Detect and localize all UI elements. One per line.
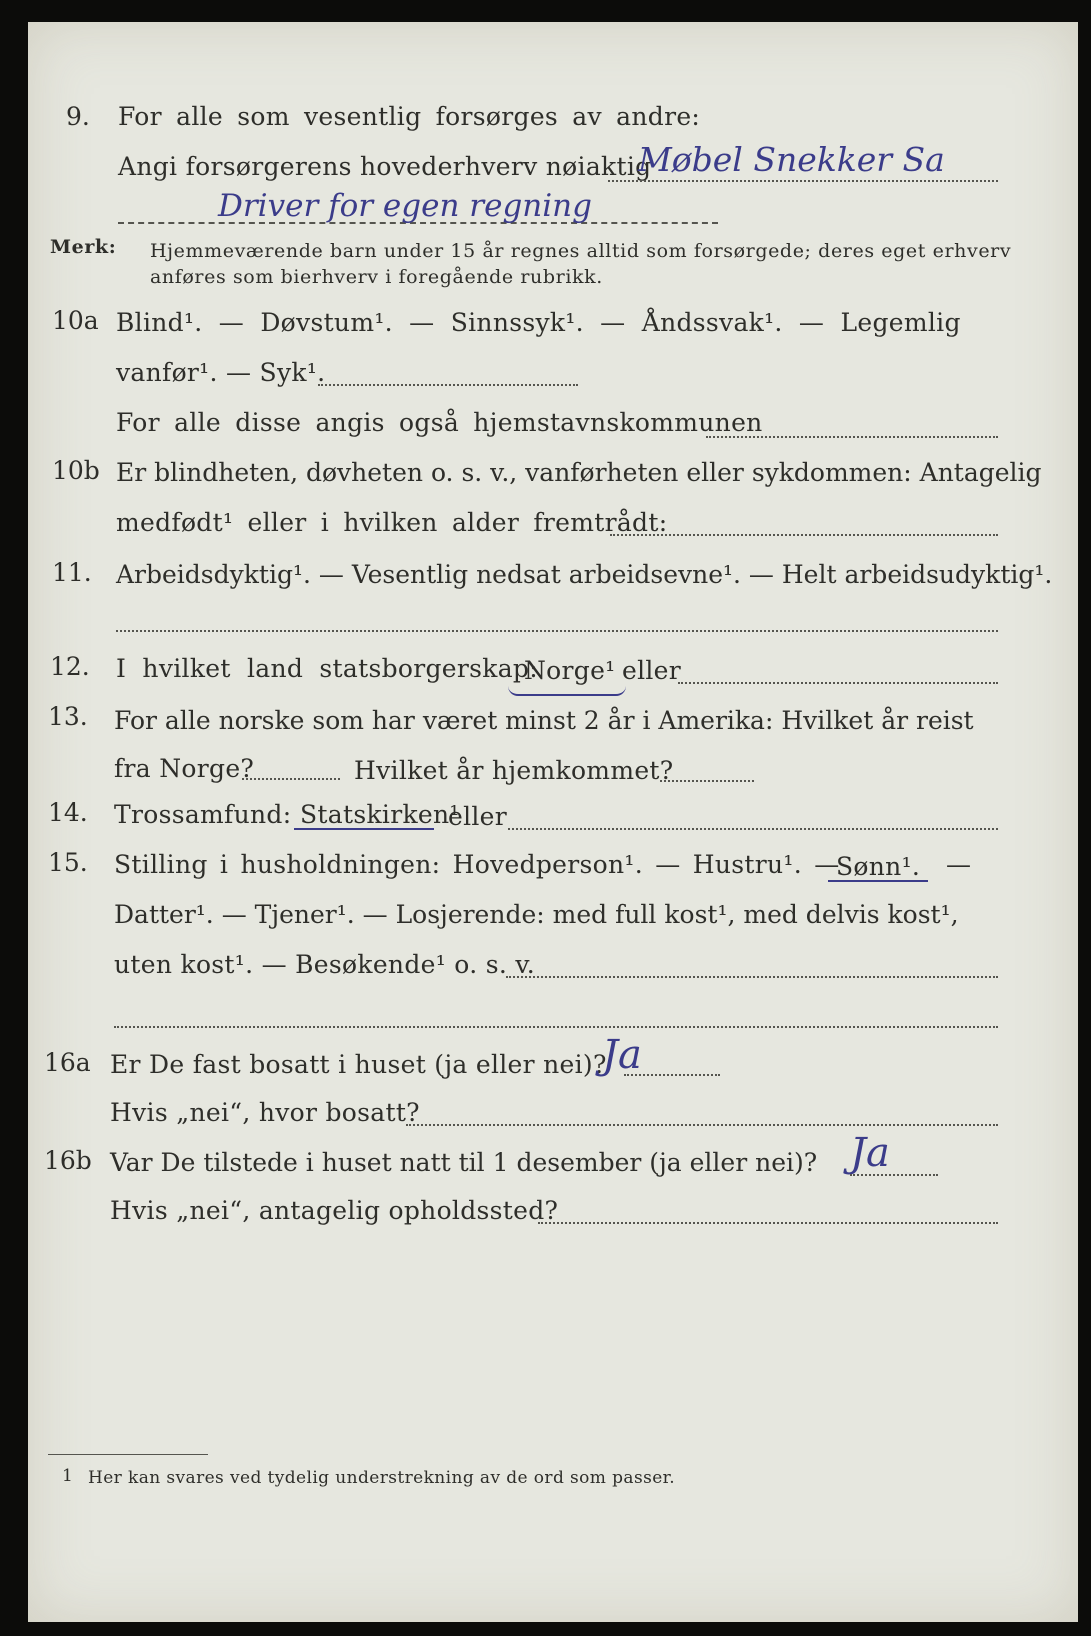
q9-handwritten-answer-2: Driver for egen regning: [218, 188, 592, 224]
q14-number: 14.: [48, 798, 88, 827]
q16b-line-2: Hvis „nei“, antagelig opholdssted?: [110, 1196, 559, 1225]
q12-question: I hvilket land statsborgerskap:: [116, 654, 538, 683]
q10b-line-2: medfødt¹ eller i hvilken alder fremtrådt:: [116, 508, 668, 537]
footnote-rule: [48, 1454, 208, 1455]
q16a-question: Er De fast bosatt i huset (ja eller nei)?: [110, 1050, 607, 1079]
q14-eller: eller: [448, 802, 508, 831]
q15-line-1: Stilling i husholdningen: Hovedperson¹. — Hustru¹. —: [114, 850, 840, 879]
q10b-answer-line: [610, 534, 998, 536]
q15-number: 15.: [48, 848, 88, 877]
q13-return-line: [660, 780, 754, 782]
q10a-answer-line: [318, 384, 578, 386]
q9-handwritten-answer-1: Møbel Snekker Sa: [638, 140, 945, 179]
q9-question: For alle som vesentlig forsørges av andre:: [118, 102, 701, 131]
q15-option-sonn: Sønn¹.: [836, 852, 921, 881]
q15-answer-line: [506, 976, 998, 978]
q16a-residence-line: [406, 1124, 998, 1126]
q15-dash: —: [946, 850, 972, 879]
merk-note-line-2: anføres som bierhverv i foregående rubrikk.: [150, 266, 603, 288]
q9-instruction: Angi forsørgerens hovederhverv nøiaktig: [118, 152, 652, 181]
q14-handwritten-underline: [294, 828, 434, 830]
q16a-number: 16a: [44, 1048, 91, 1077]
census-form-page: [28, 22, 1078, 1622]
q16b-handwritten-answer: Ja: [850, 1130, 890, 1176]
q13-line-2b: Hvilket år hjemkommet?: [354, 756, 674, 785]
q13-departure-line: [242, 778, 340, 780]
q16a-line-2: Hvis „nei“, hvor bosatt?: [110, 1098, 420, 1127]
q9-answer-line: [608, 180, 998, 182]
merk-note-line-1: Hjemmeværende barn under 15 år regnes alltid som forsørgede; deres eget erhverv: [150, 240, 1012, 262]
q15-handwritten-underline: [828, 880, 928, 882]
q15-answer-line-2: [114, 1026, 998, 1028]
q11-line-1: Arbeidsdyktig¹. — Vesentlig nedsat arbeidsevne¹. — Helt arbeidsudyktig¹.: [116, 560, 1053, 589]
footnote-text: Her kan svares ved tydelig understrekning av de ord som passer.: [88, 1468, 676, 1488]
q10b-number: 10b: [52, 456, 100, 485]
q13-number: 13.: [48, 702, 88, 731]
q10a-line-2: vanfør¹. — Syk¹.: [116, 358, 326, 387]
q12-handwritten-underline: [508, 686, 626, 696]
q16a-answer-line: [624, 1074, 720, 1076]
q14-question: Trossamfund:: [114, 800, 292, 829]
q10a-number: 10a: [52, 306, 99, 335]
q12-eller: eller: [622, 656, 682, 685]
q14-option-statskirken: Statskirken¹: [300, 800, 460, 829]
q12-number: 12.: [50, 652, 90, 681]
q10b-line-1: Er blindheten, døvheten o. s. v., vanførheten eller sykdommen: Antagelig: [116, 458, 1042, 487]
q16a-handwritten-answer: Ja: [602, 1032, 642, 1078]
footnote-mark: 1: [62, 1466, 73, 1486]
q15-line-3: uten kost¹. — Besøkende¹ o. s. v.: [114, 950, 536, 979]
q16b-number: 16b: [44, 1146, 92, 1175]
q11-number: 11.: [52, 558, 92, 587]
q12-option-norge: Norge¹: [524, 656, 616, 685]
q9-number: 9.: [66, 102, 90, 131]
q10a-line-1: Blind¹. — Døvstum¹. — Sinnssyk¹. — Åndssvak¹. — Legemlig: [116, 308, 961, 337]
q11-answer-line: [116, 630, 998, 632]
q16b-question: Var De tilstede i huset natt til 1 desember (ja eller nei)?: [110, 1148, 818, 1177]
q16b-answer-line: [850, 1174, 938, 1176]
q13-line-1: For alle norske som har været minst 2 år i Amerika: Hvilket år reist: [114, 706, 974, 735]
merk-label: Merk:: [50, 236, 117, 258]
q10a-line-3: For alle disse angis også hjemstavnskommunen: [116, 408, 763, 437]
q10a-hometown-line: [706, 436, 998, 438]
q12-answer-line: [678, 682, 998, 684]
q15-line-2: Datter¹. — Tjener¹. — Losjerende: med full kost¹, med delvis kost¹,: [114, 900, 959, 929]
q14-answer-line: [508, 828, 998, 830]
q16b-location-line: [538, 1222, 998, 1224]
q13-line-2a: fra Norge?: [114, 754, 255, 783]
